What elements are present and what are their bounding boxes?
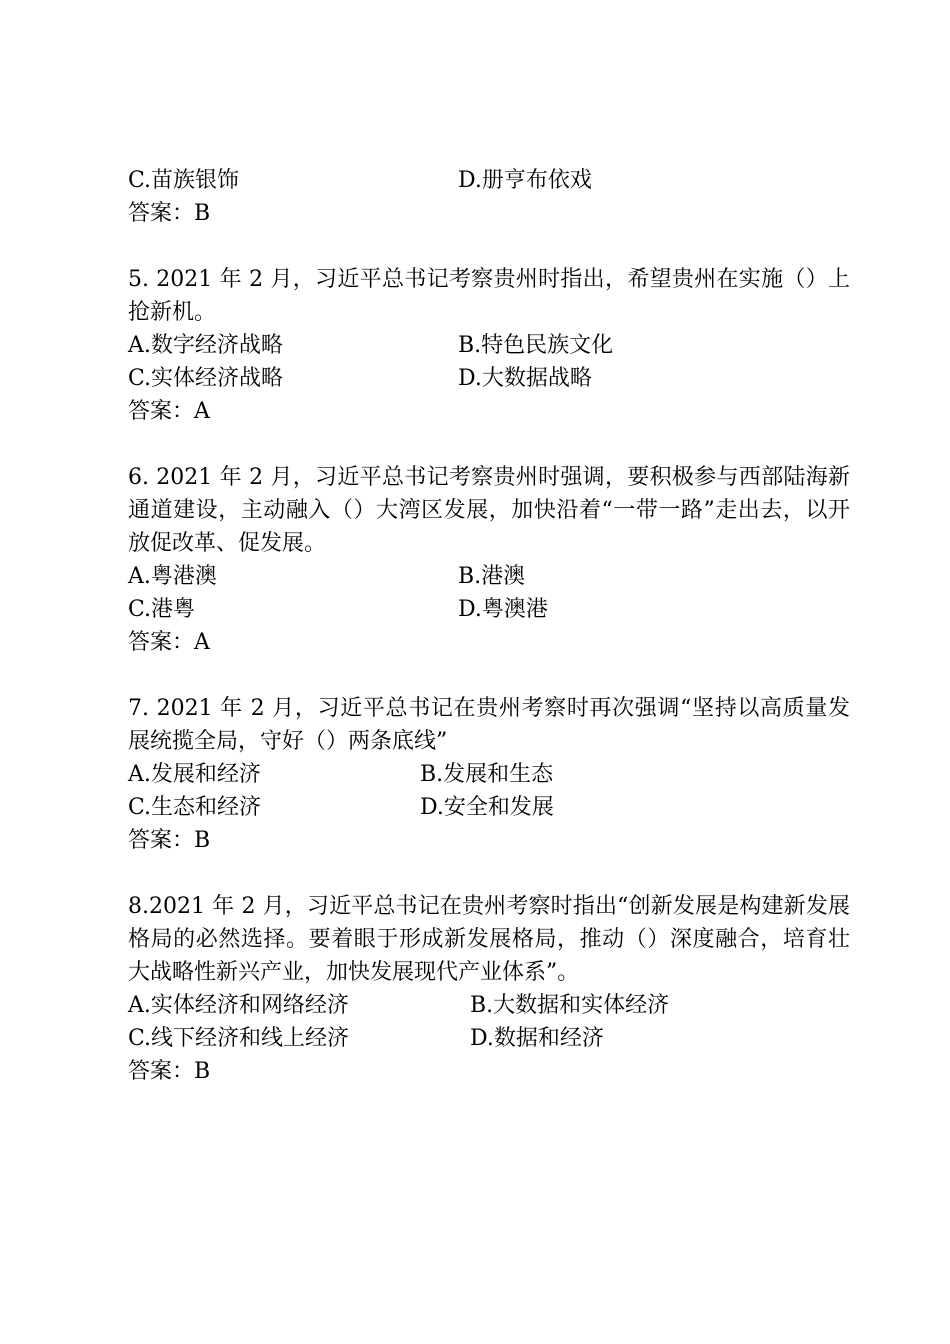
question-8: [128, 890, 850, 1088]
option-d: D.安全和发展: [420, 795, 554, 820]
option-row: [128, 791, 850, 824]
question-stem: 5. 2021 年 2 月，习近平总书记考察贵州时指出，希望贵州在实施（）上抢新机。: [128, 267, 850, 325]
option-row: [128, 164, 850, 197]
option-a: A.发展和经济: [128, 762, 261, 787]
option-c: C.港粤: [128, 597, 196, 622]
question-stem: 8.2021 年 2 月，习近平总书记在贵州考察时指出“创新发展是构建新发展格局的必然选择。要着眼于形成新发展格局，推动（）深度融合，培育壮大战略性新兴产业，加快发展现代产业体系”。: [128, 894, 850, 985]
option-row: [128, 593, 850, 626]
option-b: B.发展和生态: [420, 762, 554, 787]
option-row: [128, 362, 850, 395]
option-row: [128, 329, 850, 362]
answer: 答案：B: [128, 828, 211, 853]
question-stem: 6. 2021 年 2 月，习近平总书记考察贵州时强调，要积极参与西部陆海新通道建设，主动融入（）大湾区发展，加快沿着“一带一路”走出去，以开放促改革、促发展。: [128, 465, 850, 556]
answer: 答案：B: [128, 1059, 211, 1084]
option-c: C.苗族银饰: [128, 168, 240, 193]
option-b: B.特色民族文化: [458, 333, 614, 358]
option-d: D.数据和经济: [470, 1026, 604, 1051]
option-d: D.大数据战略: [458, 366, 592, 391]
question-5: [128, 263, 850, 428]
option-row: [128, 758, 850, 791]
option-a: A.粤港澳: [128, 564, 217, 589]
option-b: B.港澳: [458, 564, 526, 589]
option-row: [128, 560, 850, 593]
answer: 答案：B: [128, 201, 211, 226]
option-a: A.实体经济和网络经济: [128, 993, 349, 1018]
question-6: [128, 461, 850, 659]
option-row: [128, 989, 850, 1022]
option-d: D.册亨布依戏: [458, 168, 592, 193]
option-c: C.实体经济战略: [128, 366, 284, 391]
answer: 答案：A: [128, 630, 210, 655]
option-c: C.线下经济和线上经济: [128, 1026, 350, 1051]
option-d: D.粤澳港: [458, 597, 548, 622]
option-a: A.数字经济战略: [128, 333, 283, 358]
option-b: B.大数据和实体经济: [470, 993, 670, 1018]
option-c: C.生态和经济: [128, 795, 262, 820]
document-content: [128, 164, 850, 1088]
question-stem: 7. 2021 年 2 月，习近平总书记在贵州考察时再次强调“坚持以高质量发展统揽全局，守好（）两条底线”: [128, 696, 850, 754]
option-row: [128, 1022, 850, 1055]
question-7: [128, 692, 850, 857]
question-4-tail: [128, 164, 850, 230]
answer: 答案：A: [128, 399, 210, 424]
